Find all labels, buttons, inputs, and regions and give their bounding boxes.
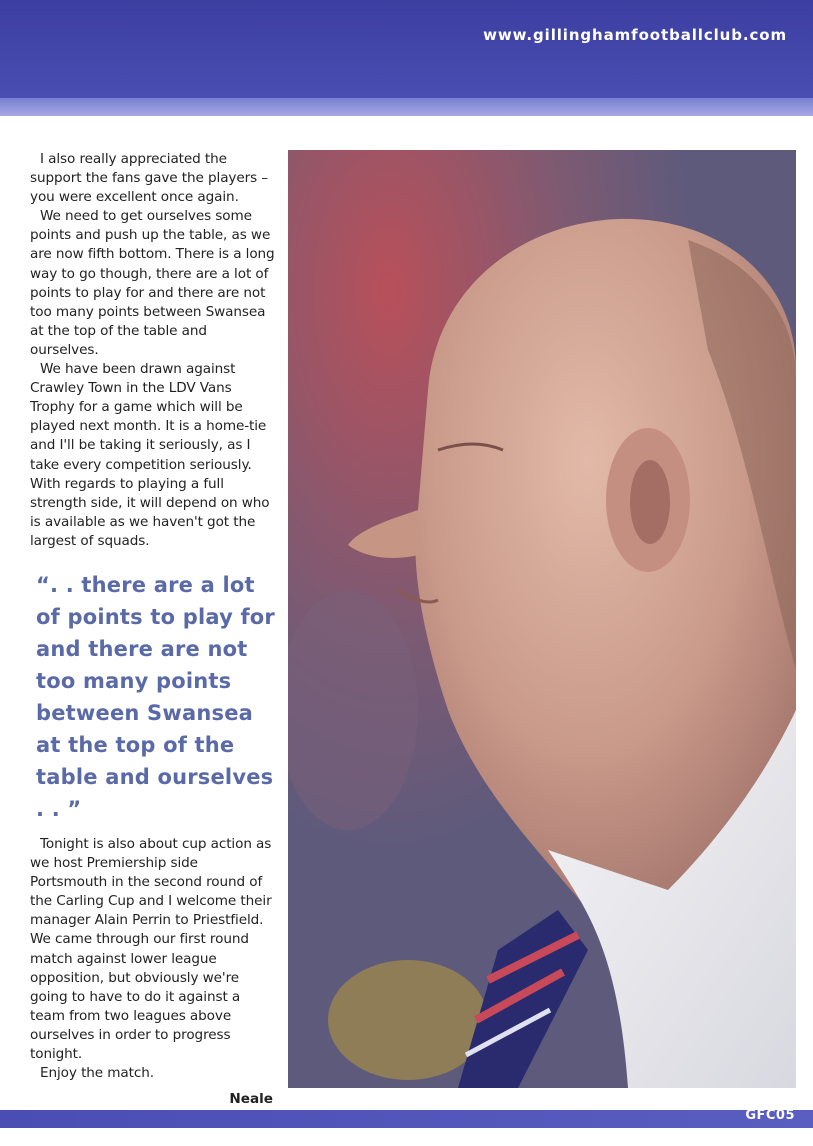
pull-quote: “. . there are a lot of points to play for and there are not too many points between Swansea at the top of the table and ourselves . . ” bbox=[36, 572, 275, 821]
article-column bbox=[30, 150, 275, 1107]
paragraph-2: We need to get ourselves some points and push up the table, as we are now fifth bottom. There is a long way to go though, there are a lot of points to play for and there are not too many points between Swansea at the top of the table and ourselves. bbox=[30, 208, 275, 358]
manager-portrait-photo bbox=[288, 150, 796, 1088]
portrait-illustration bbox=[288, 150, 796, 1088]
paragraph-4: Tonight is also about cup action as we host Premiership side Portsmouth in the second round of the Carling Cup and I welcome their manager Alain Perrin to Priestfield. We came through our first round match against lower league opposition, but obviously we're going to have to do it against a team from two leagues above ourselves in order to progress tonight. bbox=[30, 835, 272, 1062]
footer-bar bbox=[0, 1110, 813, 1128]
header-stripe bbox=[0, 98, 813, 116]
page-number: GFC05 bbox=[745, 1108, 795, 1123]
paragraph-3: We have been drawn against Crawley Town in the LDV Vans Trophy for a game which will be played next month. It is a home-tie and I'll be taking it seriously, as I take every competition seriously. With regards to playing a full strength side, it will depend on who is available as we haven't got the largest of squads. bbox=[30, 361, 270, 549]
website-url: www.gillinghamfootballclub.com bbox=[483, 26, 787, 44]
paragraph-1: I also really appreciated the support the fans gave the players – you were excellent once again. bbox=[30, 151, 269, 206]
header-bar bbox=[0, 0, 813, 100]
signature: Neale bbox=[229, 1091, 273, 1108]
paragraph-5: Enjoy the match. bbox=[40, 1065, 155, 1082]
